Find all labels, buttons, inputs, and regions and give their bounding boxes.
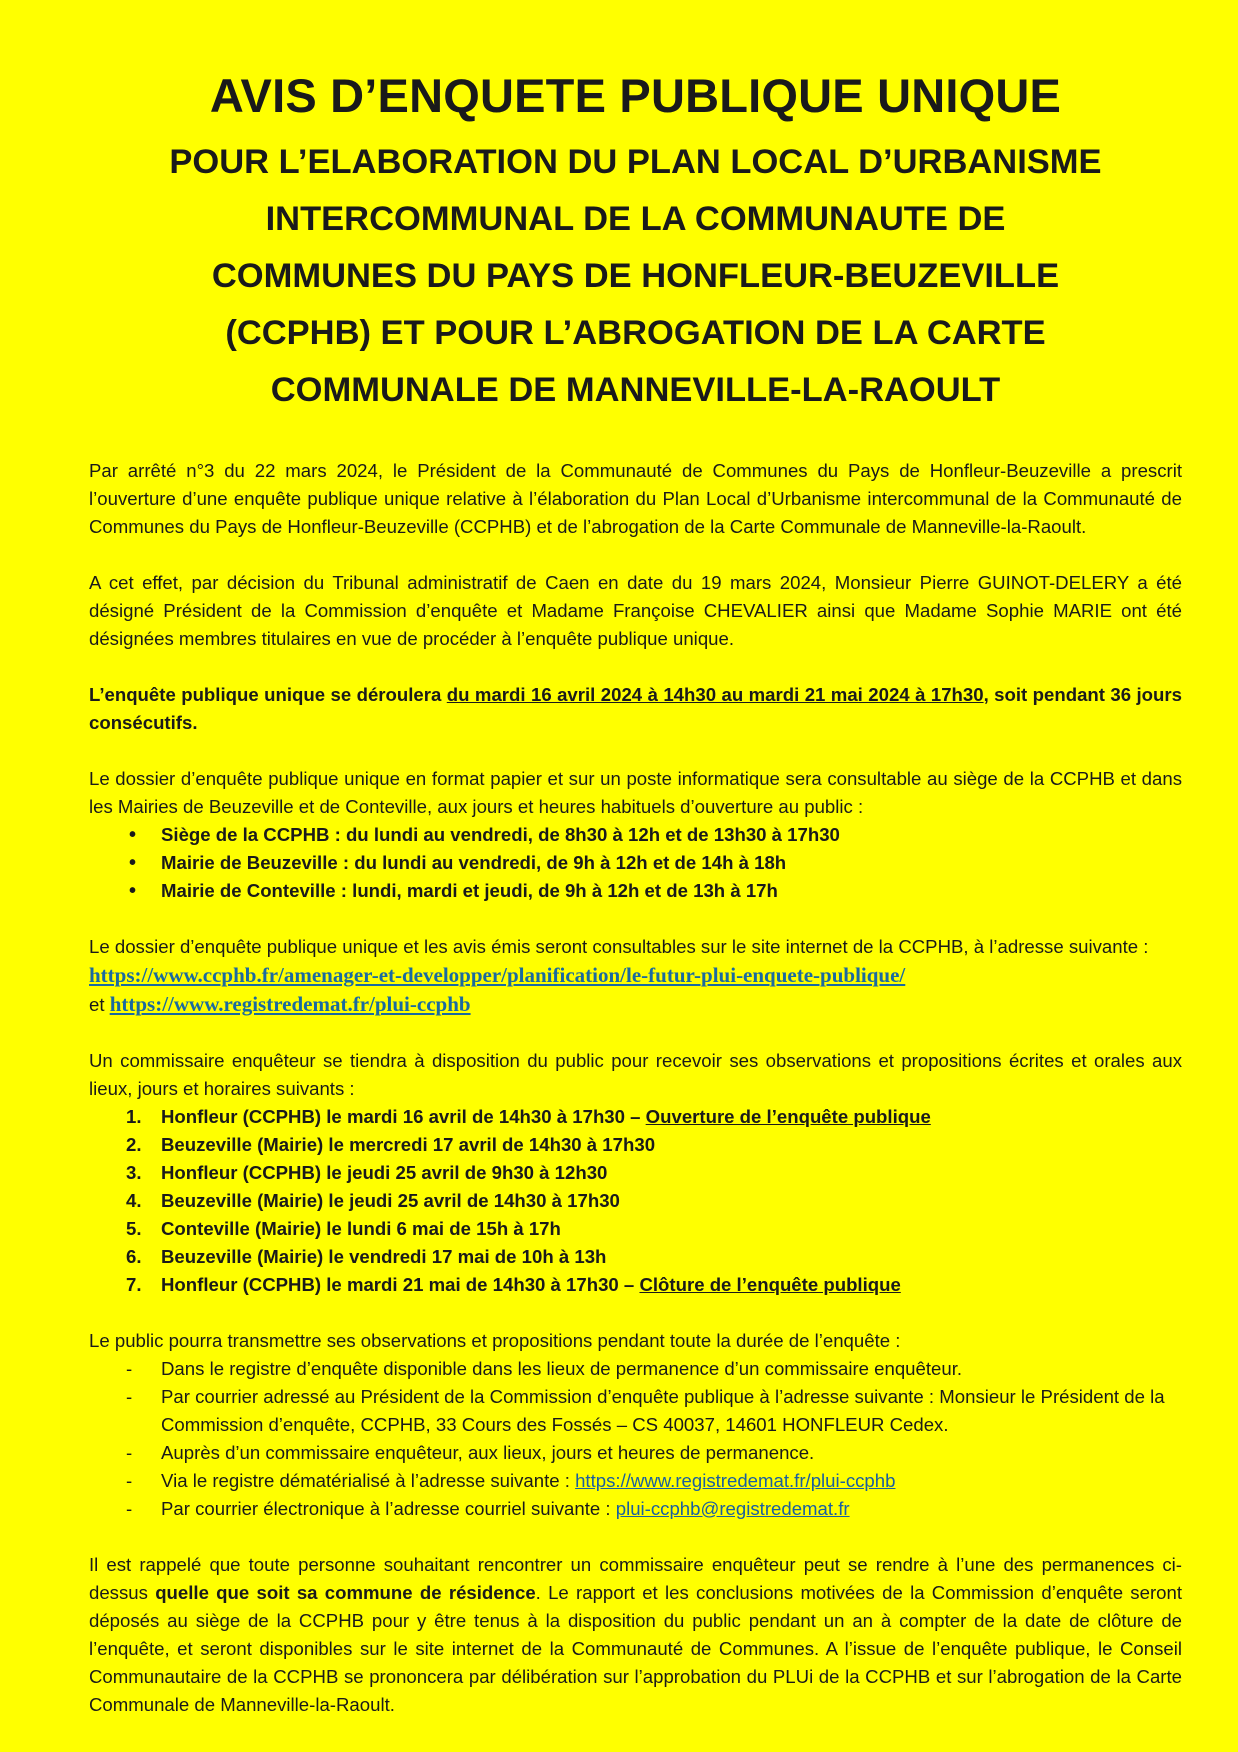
permanences-intro: Un commissaire enquêteur se tiendra à disposition du public pour recevoir ses observations et propositions écrites et orales aux lieux, jours et horaires suivants :: [89, 1049, 1182, 1099]
subtitle-line: INTERCOMMUNAL DE LA COMMUNAUTE DE: [265, 199, 1006, 238]
dates-lead: L’enquête publique unique se déroulera: [89, 683, 447, 705]
consultation-intro: Le dossier d’enquête publique unique en format papier et sur un poste informatique sera consultable au siège de la CCPHB et dans les Mairies de Beuzeville et de Conteville, aux jours et heures habituels d’ouverture au public :: [89, 767, 1182, 817]
ccphb-website-link[interactable]: https://www.ccphb.fr/amenager-et-developper/planification/le-futur-plui-enquete-publique/: [89, 962, 906, 987]
list-item: 7. Honfleur (CCPHB) le mardi 21 mai de 14h30 à 17h30 – Clôture de l’enquête publique: [126, 1273, 901, 1295]
consultation-section: [89, 765, 1182, 905]
dates-paragraph: [89, 681, 1182, 737]
subtitle-line: COMMUNALE DE MANNEVILLE-LA-RAOULT: [270, 370, 1001, 409]
registredemat-link[interactable]: https://www.registredemat.fr/plui-ccphb: [109, 991, 471, 1016]
list-item: 4. Beuzeville (Mairie) le jeudi 25 avril de 14h30 à 17h30: [126, 1189, 620, 1211]
commission-paragraph: A cet effet, par décision du Tribunal administratif de Caen en date du 19 mars 2024, Monsieur Pierre GUINOT-DELERY a été désigné Président de la Commission d’enquête et Madame Françoise CHEVALIER ainsi que Madame Sophie MARIE ont été désignées membres titulaires en vue de procéder à l’enquête publique unique.: [89, 571, 1182, 649]
email-link[interactable]: plui-ccphb@registredemat.fr: [615, 1497, 850, 1519]
closing-paragraph: Il est rappelé que toute personne souhaitant rencontrer un commissaire enquêteur peut se rendre à l’une des permanences ci-dessus quelle que soit sa commune de résidence. Le rapport et les conclusions motivées de la Commission d’enquête seront déposés au siège de la CCPHB pour y être tenus à la disposition du public pendant un an à compter de la date de clôture de l’enquête, et seront disponibles sur le site internet de la Communauté de Communes. A l’issue de l’enquête publique, le Conseil Communautaire de la CCPHB se prononcera par délibération sur l’approbation du PLUi de la CCPHB et sur l’abrogation de la Carte Communale de Manneville-la-Raoult.: [89, 1553, 1182, 1715]
permanences-section: [89, 1047, 1182, 1299]
list-item: - Par courrier adressé au Président de la Commission d’enquête publique à l’adresse suivante : Monsieur le Président de la Commission d’enquête, CCPHB, 33 Cours des Fossés – CS 40037, 14601 HONFLEUR Cedex.: [126, 1385, 1165, 1435]
registre-link[interactable]: https://www.registredemat.fr/plui-ccphb: [575, 1469, 896, 1491]
list-item: - Dans le registre d’enquête disponible dans les lieux de permanence d’un commissaire enquêteur.: [126, 1357, 963, 1379]
submission-methods: [89, 1355, 1182, 1523]
list-item: - Auprès d’un commissaire enquêteur, aux lieux, jours et heures de permanence.: [126, 1441, 815, 1463]
permanences-list: [89, 1103, 1182, 1299]
subtitle-line: COMMUNES DU PAYS DE HONFLEUR-BEUZEVILLE: [211, 256, 1060, 295]
notice-title: AVIS D’ENQUETE PUBLIQUE UNIQUE: [209, 69, 1062, 122]
dates-tail: , soit pendant 36 jours consécutifs.: [89, 683, 1182, 733]
dates-range: du mardi 16 avril 2024 à 14h30 au mardi 21 mai 2024 à 17h30: [446, 683, 984, 705]
list-item: 5. Conteville (Mairie) le lundi 6 mai de 15h à 17h: [126, 1217, 561, 1239]
notice-subtitle: [126, 134, 1146, 419]
list-item: - Par courrier électronique à l’adresse courriel suivante : plui-ccphb@registredemat.fr: [126, 1497, 850, 1519]
list-item: 6. Beuzeville (Mairie) le vendredi 17 mai de 10h à 13h: [126, 1245, 607, 1267]
list-item: 1. Honfleur (CCPHB) le mardi 16 avril de 14h30 à 17h30 – Ouverture de l’enquête publique: [126, 1105, 931, 1127]
submission-section: [89, 1327, 1182, 1523]
subtitle-line: (CCPHB) ET POUR L’ABROGATION DE LA CARTE: [225, 313, 1046, 352]
decree-paragraph: Par arrêté n°3 du 22 mars 2024, le Président de la Communauté de Communes du Pays de Honfleur-Beuzeville a prescrit l’ouverture d’une enquête publique unique relative à l’élaboration du Plan Local d’Urbanisme intercommunal de la Communauté de Communes du Pays de Honfleur-Beuzeville (CCPHB) et de l’abrogation de la Carte Communale de Manneville-la-Raoult.: [89, 459, 1182, 537]
subtitle-line: POUR L’ELABORATION DU PLAN LOCAL D’URBANISME: [169, 142, 1102, 181]
list-item: 3. Honfleur (CCPHB) le jeudi 25 avril de 9h30 à 12h30: [126, 1161, 608, 1183]
list-item: • Mairie de Beuzeville : du lundi au vendredi, de 9h à 12h et de 14h à 18h: [161, 849, 1182, 877]
residence-emphasis: quelle que soit sa commune de résidence: [155, 1581, 536, 1603]
list-item: - Via le registre dématérialisé à l’adresse suivante : https://www.registredemat.fr/plui-ccphb: [126, 1469, 896, 1491]
online-and: et: [89, 993, 110, 1015]
submission-intro: Le public pourra transmettre ses observations et propositions pendant toute la durée de l’enquête :: [89, 1329, 901, 1351]
list-item: 2. Beuzeville (Mairie) le mercredi 17 avril de 14h30 à 17h30: [126, 1133, 656, 1155]
list-item: • Siège de la CCPHB : du lundi au vendredi, de 8h30 à 12h et de 13h30 à 17h30: [161, 821, 1182, 849]
list-item: • Mairie de Conteville : lundi, mardi et jeudi, de 9h à 12h et de 13h à 17h: [161, 877, 1182, 905]
online-lead: Le dossier d’enquête publique unique et les avis émis seront consultables sur le site internet de la CCPHB, à l’adresse suivante :: [89, 935, 1149, 957]
online-paragraph: [89, 933, 1182, 1019]
consultation-locations: [89, 821, 1182, 905]
